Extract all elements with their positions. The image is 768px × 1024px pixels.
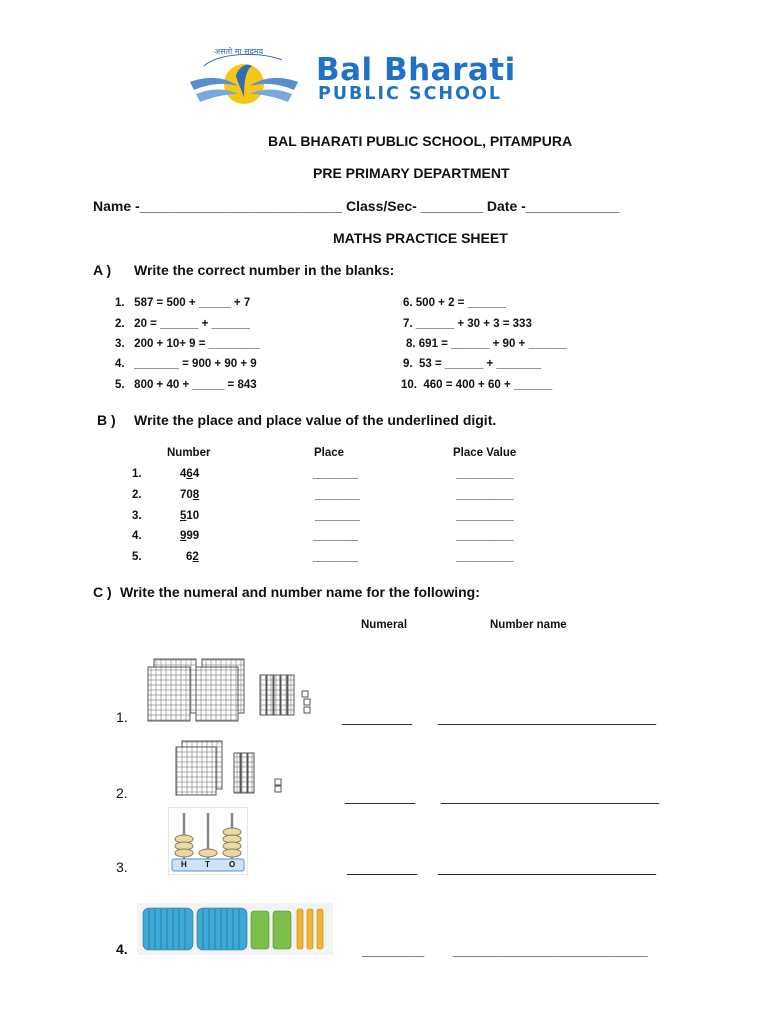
row-index: 1. xyxy=(132,468,142,480)
school-title: BAL BHARATI PUBLIC SCHOOL, PITAMPURA xyxy=(268,133,573,149)
row-index: 3. xyxy=(132,510,142,522)
item-index: 1. xyxy=(116,709,128,725)
item-index: 4. xyxy=(116,941,128,957)
place-value-blank: _________ xyxy=(456,468,514,480)
row-number: 464 xyxy=(180,468,200,480)
row-index: 2. xyxy=(132,489,142,501)
section-b-instruction: Write the place and place value of the underlined digit. xyxy=(134,412,497,428)
list-item: 7. ______ + 30 + 3 = 333 xyxy=(403,318,532,330)
underlined-digit: 9 xyxy=(180,530,187,542)
numeral-blank: _________ xyxy=(342,709,413,725)
item-index: 3. xyxy=(116,859,128,875)
place-blank: _______ xyxy=(313,530,358,542)
section-a-label: A ) xyxy=(93,262,112,278)
header-place-value: Place Value xyxy=(453,447,517,459)
place-value-blank: _________ xyxy=(456,551,514,563)
underlined-digit: 2 xyxy=(192,551,199,563)
section-c-instruction: Write the numeral and number name for the following: xyxy=(120,584,480,600)
number-name-blank: ____________________________ xyxy=(441,788,660,804)
list-item: 10. 460 = 400 + 60 + ______ xyxy=(401,379,553,391)
sheet-title: MATHS PRACTICE SHEET xyxy=(333,230,508,246)
place-blank: _______ xyxy=(315,510,360,522)
header-number: Number xyxy=(167,447,211,459)
section-a-instruction: Write the correct number in the blanks: xyxy=(134,262,395,278)
section-c-label: C ) xyxy=(93,584,112,600)
list-item: 2. 20 = ______ + ______ xyxy=(115,318,250,330)
header-number-name: Number name xyxy=(490,619,567,631)
list-item: 4. _______ = 900 + 90 + 9 xyxy=(115,358,257,370)
place-blank: _______ xyxy=(315,489,360,501)
row-number: 62 xyxy=(186,551,199,563)
number-name-blank: ____________________________ xyxy=(438,859,657,875)
place-value-blank: _________ xyxy=(456,530,514,542)
row-number: 999 xyxy=(180,530,200,542)
list-item: 3. 200 + 10+ 9 = ________ xyxy=(115,338,260,350)
underlined-digit: 8 xyxy=(192,489,200,501)
base-ten-blocks-image-2 xyxy=(172,737,287,799)
abacus-label-t: T xyxy=(205,860,210,869)
place-value-blank: _________ xyxy=(456,489,514,501)
logo-name: Bal Bharati xyxy=(316,52,516,88)
header-numeral: Numeral xyxy=(361,619,408,631)
place-blank: _______ xyxy=(313,551,358,563)
row-index: 4. xyxy=(132,530,142,542)
abacus-label-h: H xyxy=(181,860,187,869)
row-index: 5. xyxy=(132,551,142,563)
abacus-label-o: O xyxy=(229,860,236,869)
list-item: 6. 500 + 2 = ______ xyxy=(403,297,506,309)
numeral-blank: _________ xyxy=(347,859,418,875)
item-index: 2. xyxy=(116,785,128,801)
underlined-digit: 6 xyxy=(186,468,193,480)
place-value-blank: _________ xyxy=(456,510,514,522)
number-name-blank: ____________________________ xyxy=(438,709,657,725)
list-item: 1. 587 = 500 + _____ + 7 xyxy=(115,297,251,309)
section-b-label: B ) xyxy=(97,412,116,428)
number-name-blank: _________________________ xyxy=(453,942,648,958)
base-ten-blocks-image-1 xyxy=(146,655,316,725)
list-item: 5. 800 + 40 + _____ = 843 xyxy=(115,379,257,391)
numeral-blank: _________ xyxy=(345,788,416,804)
school-logo xyxy=(186,46,536,118)
student-info-line: Name -__________________________ Class/Sec- ________ Date -____________ xyxy=(93,198,620,214)
numeral-blank: ________ xyxy=(362,942,425,958)
row-number: 708 xyxy=(180,489,200,501)
logo-subname: PUBLIC SCHOOL xyxy=(318,84,502,104)
list-item: 8. 691 = ______ + 90 + ______ xyxy=(406,338,567,350)
logo-motto: असतो मा सद्गमय xyxy=(214,47,264,56)
row-number: 510 xyxy=(180,510,200,522)
header-place: Place xyxy=(314,447,345,459)
list-item: 9. 53 = ______ + _______ xyxy=(403,358,542,370)
straw-bundles-image xyxy=(137,903,333,955)
department-title: PRE PRIMARY DEPARTMENT xyxy=(313,165,510,181)
place-blank: _______ xyxy=(313,468,358,480)
underlined-digit: 5 xyxy=(180,510,187,522)
